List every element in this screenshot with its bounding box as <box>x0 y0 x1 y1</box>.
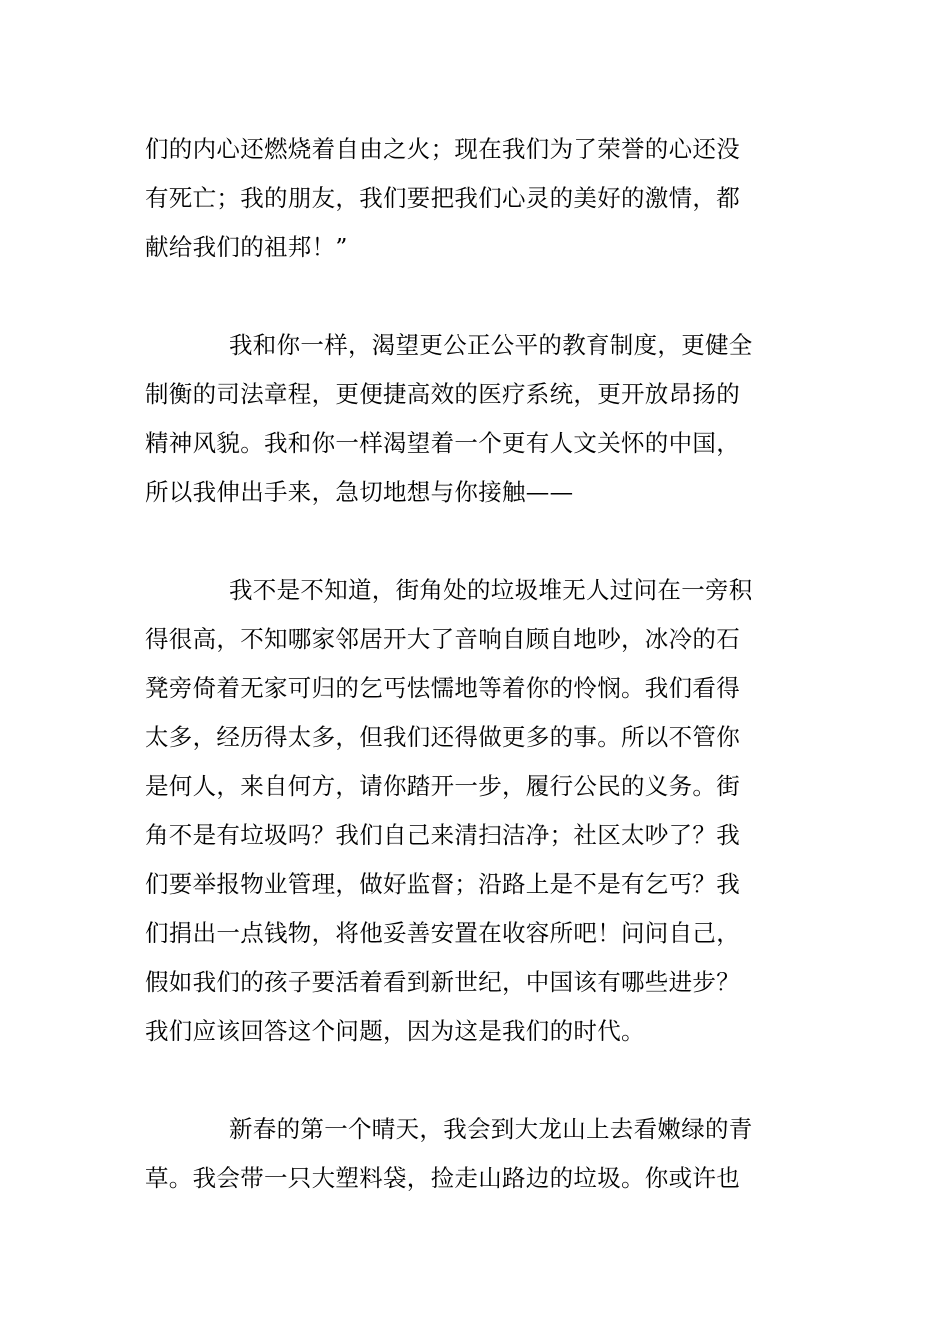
text-line: 精神风貌。我和你一样渴望着一个更有人文关怀的中国， <box>145 429 740 457</box>
paragraph-4 <box>145 1105 807 1203</box>
text-line: 我们应该回答这个问题，因为这是我们的时代。 <box>145 1017 645 1045</box>
text-line: 们的内心还燃烧着自由之火；现在我们为了荣誉的心还没 <box>145 135 740 163</box>
text-line: 制衡的司法章程，更便捷高效的医疗系统，更开放昂扬的 <box>145 380 740 408</box>
paragraph-2 <box>145 321 807 517</box>
text-line: 凳旁倚着无家可归的乞丐怯懦地等着你的怜悯。我们看得 <box>145 674 740 702</box>
text-line: 是何人，来自何方，请你踏开一步，履行公民的义务。街 <box>145 772 740 800</box>
text-line: 假如我们的孩子要活着看到新世纪，中国该有哪些进步？ <box>145 968 740 996</box>
paragraph-3 <box>145 566 807 1056</box>
text-line: 太多，经历得太多，但我们还得做更多的事。所以不管你 <box>145 723 740 751</box>
text-line: 我不是不知道，街角处的垃圾堆无人过问在一旁积 <box>229 576 753 604</box>
text-line: 我和你一样，渴望更公正公平的教育制度，更健全 <box>229 331 753 359</box>
paragraph-gap <box>145 1056 807 1105</box>
text-line: 献给我们的祖邦！” <box>145 233 348 261</box>
text-line: 得很高，不知哪家邻居开大了音响自顾自地吵，冰冷的石 <box>145 625 740 653</box>
paragraph-gap <box>145 272 807 321</box>
text-line: 角不是有垃圾吗？我们自己来清扫洁净；社区太吵了？我 <box>145 821 740 849</box>
text-line: 草。我会带一只大塑料袋，捡走山路边的垃圾。你或许也 <box>145 1164 740 1192</box>
paragraph-gap <box>145 517 807 566</box>
paragraph-1 <box>145 125 807 272</box>
text-line: 新春的第一个晴天，我会到大龙山上去看嫩绿的青 <box>229 1115 753 1143</box>
text-line: 所以我伸出手来，急切地想与你接触—— <box>145 478 574 506</box>
text-line: 们捐出一点钱物，将他妥善安置在收容所吧！问问自己， <box>145 919 740 947</box>
body-text <box>145 125 807 1203</box>
text-line: 有死亡；我的朋友，我们要把我们心灵的美好的激情，都 <box>145 184 740 212</box>
text-line: 们要举报物业管理，做好监督；沿路上是不是有乞丐？我 <box>145 870 740 898</box>
